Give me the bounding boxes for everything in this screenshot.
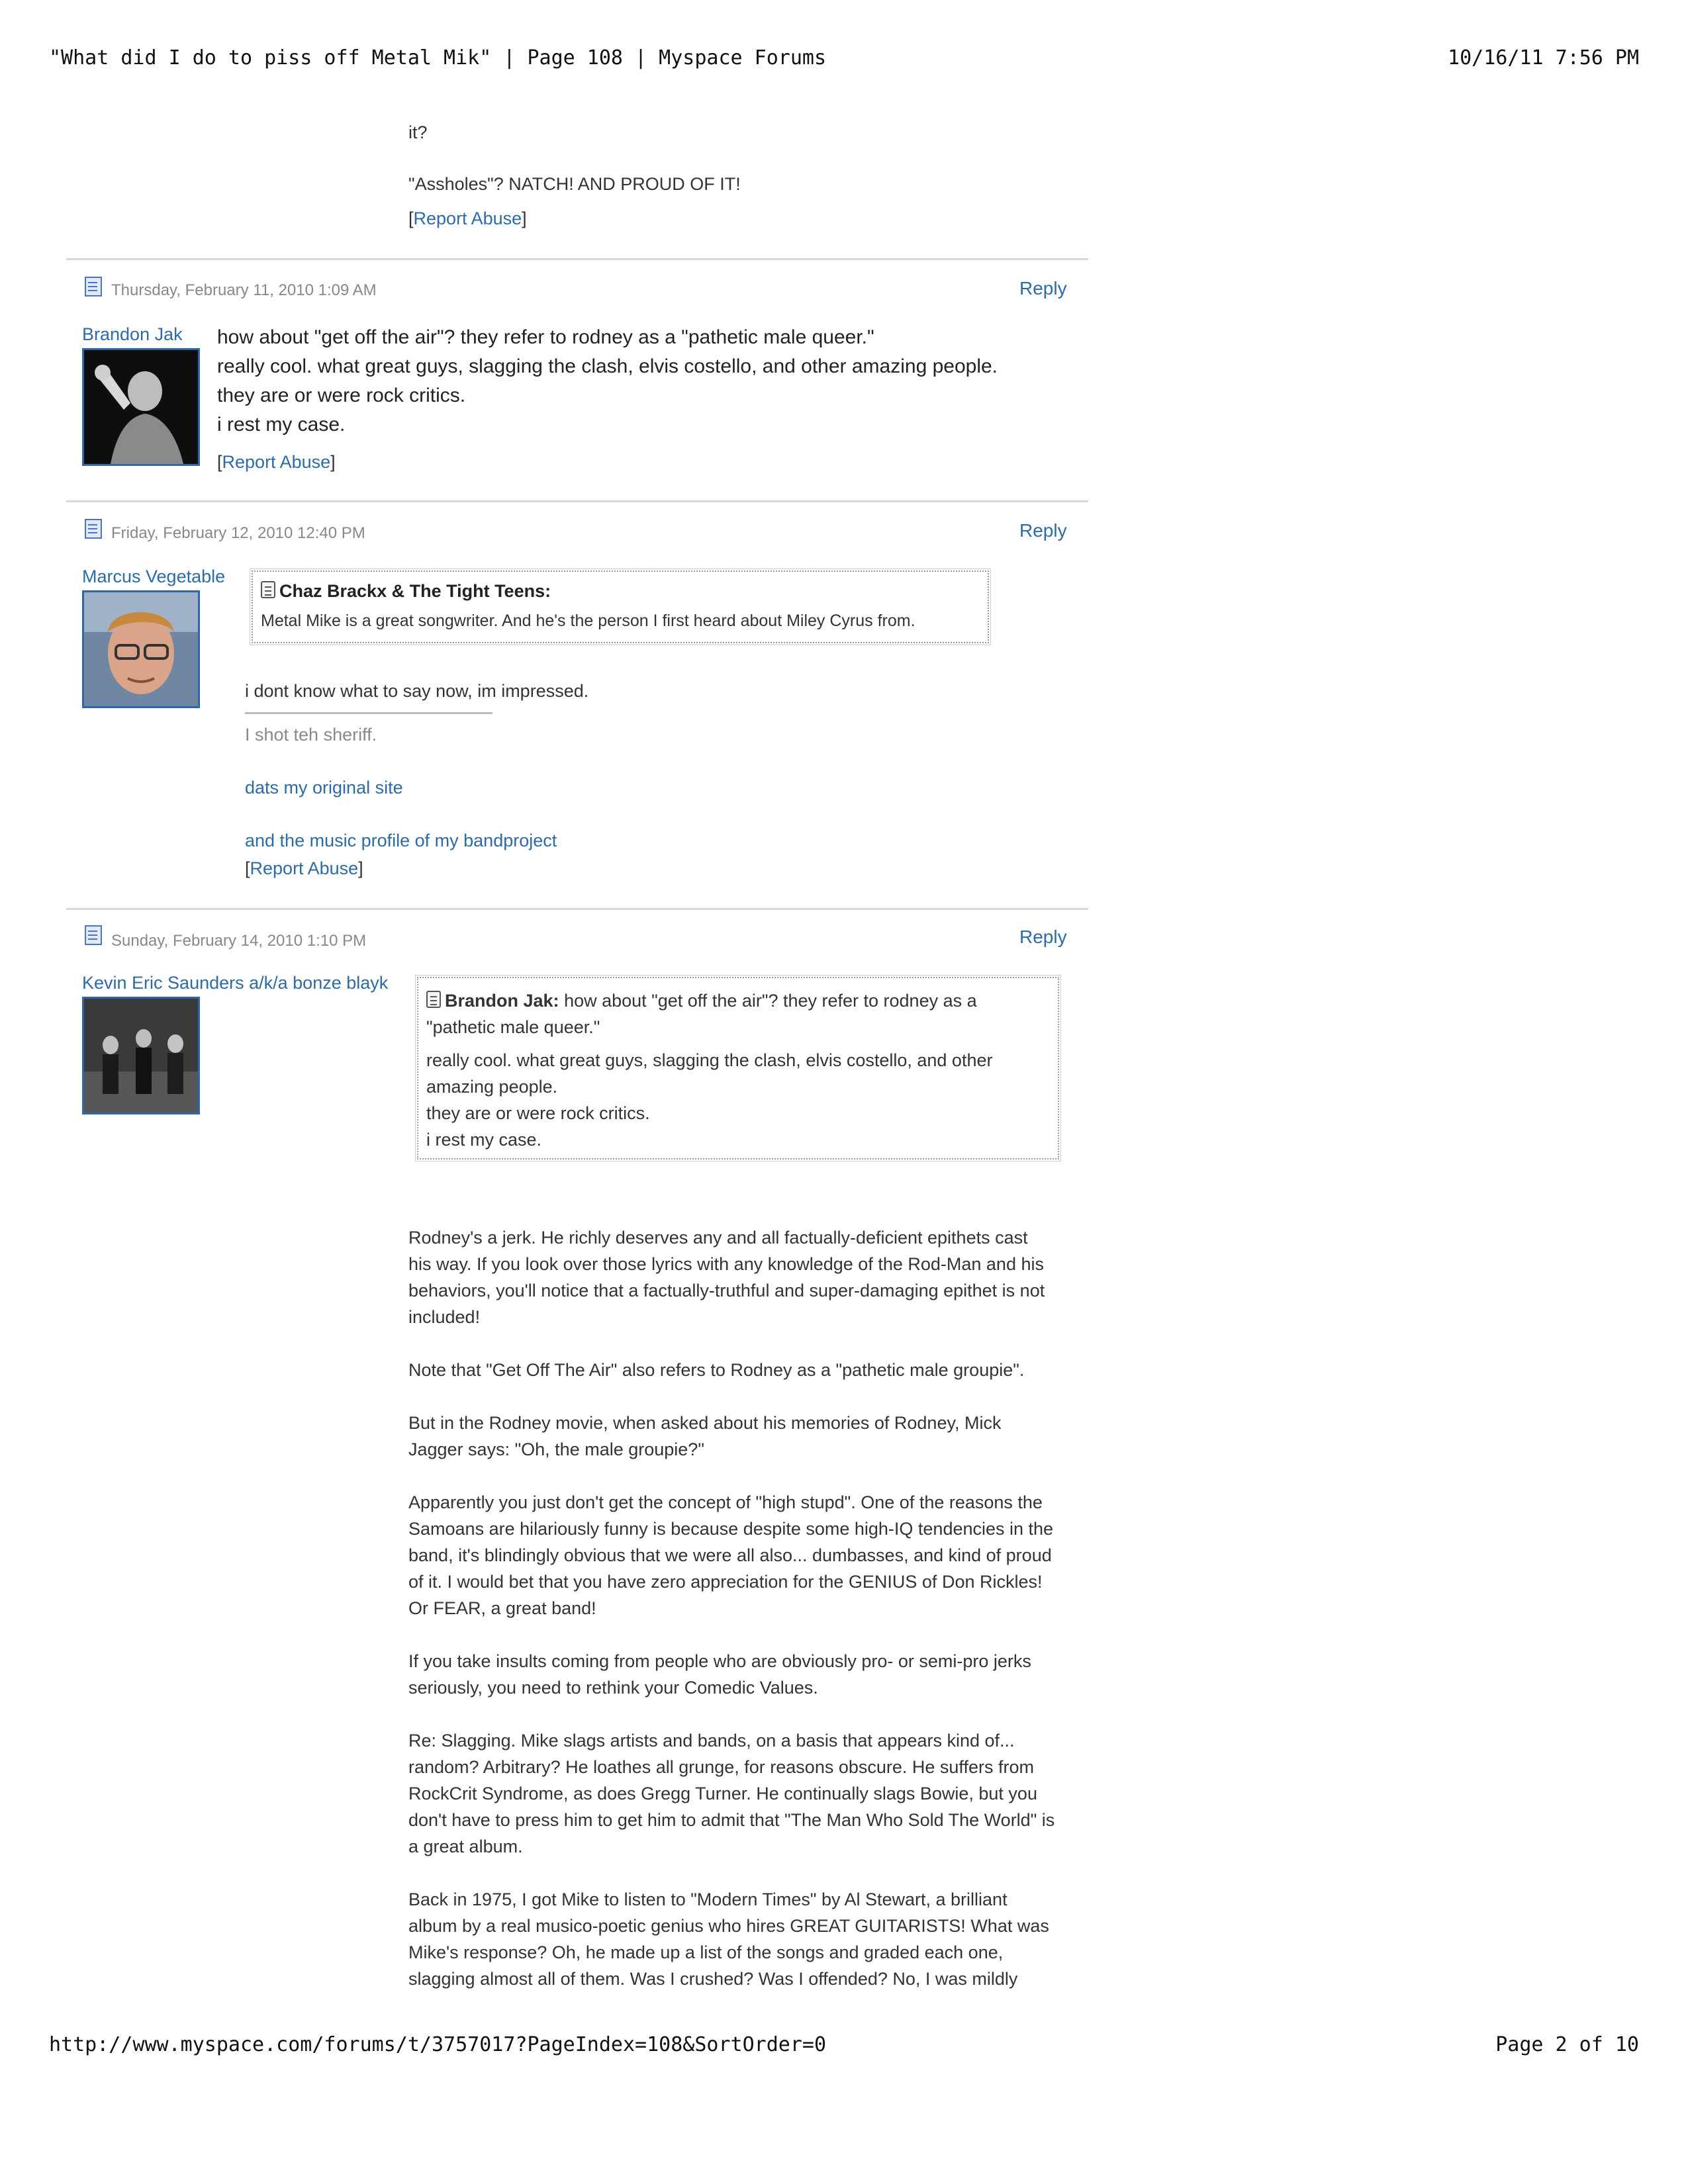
report-abuse-link[interactable]: Report Abuse — [222, 452, 331, 472]
post-date: Friday, February 12, 2010 12:40 PM — [111, 524, 365, 542]
post-divider — [66, 258, 1088, 260]
post-body: i dont know what to say now, im impressed. — [245, 681, 589, 701]
post-body — [408, 1224, 1084, 2019]
post-divider — [66, 500, 1088, 502]
quote-body — [426, 1047, 992, 1153]
report-abuse: [Report Abuse] — [245, 858, 363, 878]
quote-line: i rest my case. — [426, 1130, 542, 1150]
quote-header — [261, 581, 551, 602]
signature-text: I shot teh sheriff. — [245, 725, 377, 745]
signature-link[interactable]: and the music profile of my bandproject — [245, 831, 557, 850]
quote-text: Metal Mike is a great songwriter. And he's the person I first heard about Miley Cyrus from. — [261, 612, 915, 630]
quote-box — [252, 570, 989, 643]
post-line: how about "get off the air"? they refer to rodney as a "pathetic male queer." — [217, 326, 874, 348]
post-paragraph: Note that "Get Off The Air" also refers to Rodney as a "pathetic male groupie". — [408, 1360, 1025, 1380]
print-header — [49, 46, 1639, 73]
quote-box — [417, 977, 1059, 1160]
post-author[interactable]: Brandon Jak — [82, 324, 183, 344]
reply-button[interactable]: Reply — [1019, 927, 1067, 947]
quote-icon — [426, 991, 441, 1008]
post-date: Sunday, February 14, 2010 1:10 PM — [111, 932, 367, 950]
quote-author: Brandon Jak: — [445, 991, 559, 1011]
post-date: Thursday, February 11, 2010 1:09 AM — [111, 281, 377, 299]
post-line: they are or were rock critics. — [217, 385, 466, 406]
avatar-photo — [84, 592, 198, 706]
print-datetime: 10/16/11 7:56 PM — [1448, 46, 1639, 69]
post-paragraph: Apparently you just don't get the concept of "high stupd". One of the reasons the Samoans are hilariously funny is because despite some high-IQ tendencies in the band, it's blindingly obvious that we were all also... dumbasses, and kind of proud of it. I would bet that you have zero appreciation for the GENIUS of Don Rickles! Or FEAR, a great band! — [408, 1492, 1054, 1618]
avatar[interactable] — [82, 348, 200, 466]
quote-header — [426, 987, 1049, 1040]
reply-button[interactable]: Reply — [1019, 520, 1067, 541]
page-title: "What did I do to piss off Metal Mik" | Page 108 | Myspace Forums — [49, 46, 826, 69]
prev-post-text-2: "Assholes"? NATCH! AND PROUD OF IT! — [408, 174, 741, 194]
post-body — [217, 323, 998, 439]
post-paragraph: Re: Slagging. Mike slags artists and bands, on a basis that appears kind of... random? Arbitrary? He loathes all grunge, for reasons obscure. He suffers from RockCrit Syndrome, as does Gregg Turner. He continually slags Bowie, but you don't have to press him to get him to admit that "The Man Who Sold The World" is a great album. — [408, 1731, 1055, 1856]
report-abuse-link[interactable]: Report Abuse — [413, 208, 522, 228]
quote-line: amazing people. — [426, 1077, 558, 1097]
quote-line: really cool. what great guys, slagging the clash, elvis costello, and other — [426, 1050, 993, 1070]
report-abuse-link[interactable]: Report Abuse — [250, 858, 359, 878]
post-paragraph: If you take insults coming from people who are obviously pro- or semi-pro jerks seriously, you need to rethink your Comedic Values. — [408, 1651, 1031, 1698]
post-line: i rest my case. — [217, 414, 346, 435]
page-number: Page 2 of 10 — [1495, 2033, 1639, 2056]
post-icon — [85, 277, 102, 296]
avatar[interactable] — [82, 590, 200, 708]
signature-divider — [245, 712, 492, 714]
signature-link[interactable]: dats my original site — [245, 778, 403, 797]
post-line: really cool. what great guys, slagging the clash, elvis costello, and other amazing people. — [217, 355, 998, 377]
quote-icon — [261, 581, 275, 598]
quote-author: Chaz Brackx & The Tight Teens: — [279, 581, 551, 601]
post-paragraph: But in the Rodney movie, when asked about his memories of Rodney, Mick Jagger says: "Oh, the male groupie?" — [408, 1413, 1002, 1459]
quote-line: they are or were rock critics. — [426, 1103, 650, 1123]
prev-post-text-1: it? — [408, 122, 428, 142]
post-paragraph: Rodney's a jerk. He richly deserves any and all factually-deficient epithets cast his way. If you look over those lyrics with any knowledge of the Rod-Man and his behaviors, you'll notice that a factually-truthful and super-damaging epithet is not included! — [408, 1228, 1045, 1327]
prev-report-abuse: [Report Abuse] — [408, 208, 527, 228]
post-icon — [85, 519, 102, 539]
report-abuse: [Report Abuse] — [217, 452, 336, 472]
print-footer — [49, 2033, 1639, 2060]
avatar[interactable] — [82, 997, 200, 1115]
avatar-photo — [84, 350, 198, 464]
post-paragraph: Back in 1975, I got Mike to listen to "Modern Times" by Al Stewart, a brilliant album by a real musico-poetic genius who hires GREAT GUITARISTS! What was Mike's response? Oh, he made up a list of the songs and graded each one, slagging almost all of them. Was I crushed? Was I offended? No, I was mildly — [408, 1889, 1049, 1989]
page-url: http://www.myspace.com/forums/t/3757017?PageIndex=108&SortOrder=0 — [49, 2033, 826, 2056]
post-divider — [66, 908, 1088, 910]
quote-text: "pathetic male queer." — [426, 1017, 600, 1037]
post-author[interactable]: Marcus Vegetable — [82, 567, 226, 586]
avatar-photo — [84, 999, 198, 1113]
post-author[interactable]: Kevin Eric Saunders a/k/a bonze blayk — [82, 973, 389, 993]
reply-button[interactable]: Reply — [1019, 278, 1067, 298]
post-icon — [85, 925, 102, 945]
quote-text: how about "get off the air"? they refer to rodney as a — [564, 991, 977, 1011]
